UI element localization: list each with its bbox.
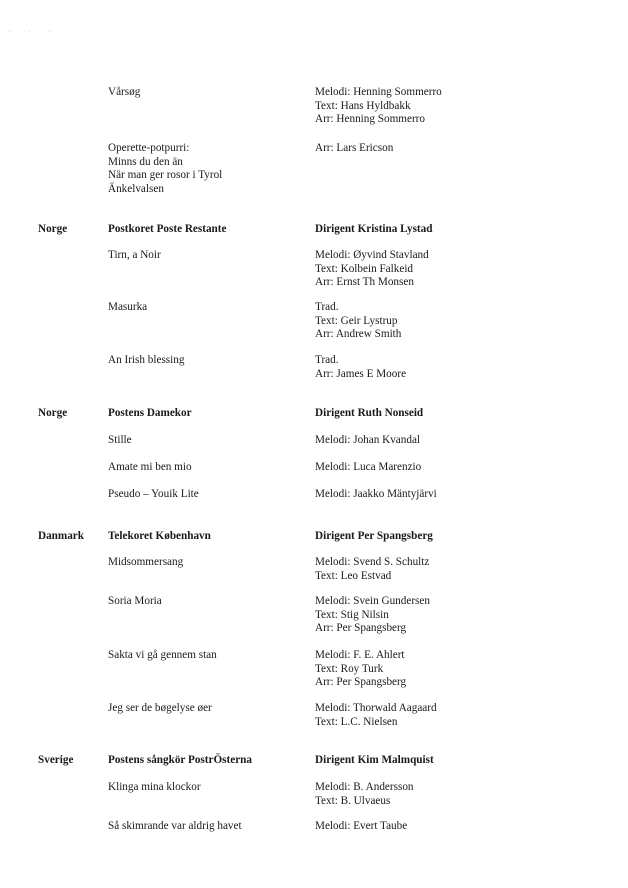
conductor bbox=[315, 223, 615, 237]
song-title bbox=[108, 556, 304, 570]
song-credits bbox=[315, 649, 615, 690]
song-title bbox=[108, 595, 304, 609]
song-title bbox=[108, 142, 304, 196]
country-label: Sverige bbox=[38, 754, 74, 766]
credit-line: Melodi: Svend S. Schultz bbox=[315, 556, 430, 568]
title-line: Jeg ser de bøgelyse øer bbox=[108, 702, 212, 714]
title-line: Soria Moria bbox=[108, 595, 162, 607]
credit-line: Melodi: F. E. Ahlert bbox=[315, 649, 405, 661]
song-title bbox=[108, 86, 304, 100]
country-label: Norge bbox=[38, 223, 68, 235]
credit-line: Arr: Per Spangsberg bbox=[315, 622, 407, 635]
song-credits bbox=[315, 702, 615, 729]
credit-line: Text: Roy Turk bbox=[315, 662, 384, 675]
credit-line: Melodi: B. Andersson bbox=[315, 781, 414, 793]
conductor bbox=[315, 407, 615, 421]
credit-line: Text: Stig Nilsin bbox=[315, 608, 389, 621]
song-title bbox=[108, 354, 304, 368]
song-credits bbox=[315, 301, 615, 342]
song-credits bbox=[315, 86, 615, 127]
title-line: Minns du den än bbox=[108, 155, 183, 168]
title-line: Operette-potpurri: bbox=[108, 142, 190, 154]
title-line: Telekoret København bbox=[108, 530, 211, 542]
country-label: Norge bbox=[38, 407, 68, 419]
song-credits bbox=[315, 820, 615, 834]
credit-line: Dirigent Kristina Lystad bbox=[315, 223, 433, 235]
title-line: Postens Damekor bbox=[108, 407, 192, 419]
song-credits bbox=[315, 461, 615, 475]
credit-line: Text: Hans Hyldbakk bbox=[315, 99, 411, 112]
credit-line: Arr: Ernst Th Monsen bbox=[315, 276, 414, 289]
song-credits bbox=[315, 488, 615, 502]
credit-line: Trad. bbox=[315, 354, 339, 366]
title-line: An Irish blessing bbox=[108, 354, 185, 366]
credit-line: Arr: Per Spangsberg bbox=[315, 676, 407, 689]
credit-line: Melodi: Svein Gundersen bbox=[315, 595, 430, 607]
song-title bbox=[108, 781, 304, 795]
song-credits bbox=[315, 249, 615, 290]
title-line: Änkelvalsen bbox=[108, 182, 164, 195]
credit-line: Arr: James E Moore bbox=[315, 367, 407, 380]
song-credits bbox=[315, 781, 615, 808]
credit-line: Melodi: Henning Sommerro bbox=[315, 86, 442, 98]
credit-line: Text: Leo Estvad bbox=[315, 569, 392, 582]
title-line: Tirn, a Noir bbox=[108, 249, 161, 261]
song-title bbox=[108, 249, 304, 263]
song-credits bbox=[315, 142, 615, 156]
credit-line: Arr: Andrew Smith bbox=[315, 328, 402, 341]
song-credits bbox=[315, 595, 615, 636]
song-title bbox=[108, 434, 304, 448]
song-credits bbox=[315, 556, 615, 583]
song-title bbox=[108, 461, 304, 475]
title-line: Stille bbox=[108, 434, 132, 446]
title-line: Pseudo – Youik Lite bbox=[108, 488, 199, 500]
song-credits bbox=[315, 434, 615, 448]
credit-line: Arr: Henning Sommerro bbox=[315, 113, 425, 126]
credit-line: Melodi: Thorwald Aagaard bbox=[315, 702, 437, 714]
title-line: Midsommersang bbox=[108, 556, 184, 568]
credit-line: Text: Geir Lystrup bbox=[315, 314, 398, 327]
title-line: Så skimrande var aldrig havet bbox=[108, 820, 242, 832]
title-line: När man ger rosor i Tyrol bbox=[108, 169, 223, 182]
title-line: Amate mi ben mio bbox=[108, 461, 192, 473]
credit-line: Melodi: Evert Taube bbox=[315, 820, 408, 832]
credit-line: Melodi: Luca Marenzio bbox=[315, 461, 422, 473]
credit-line: Dirigent Kim Malmquist bbox=[315, 754, 434, 766]
title-line: Sakta vi gå gennem stan bbox=[108, 649, 217, 661]
conductor bbox=[315, 754, 615, 768]
credit-line: Dirigent Ruth Nonseid bbox=[315, 407, 424, 419]
scan-specks: · · · bbox=[8, 28, 59, 36]
credit-line: Text: L.C. Nielsen bbox=[315, 715, 398, 728]
credit-line: Trad. bbox=[315, 301, 339, 313]
credit-line: Melodi: Jaakko Mäntyjärvi bbox=[315, 488, 437, 500]
credit-line: Arr: Lars Ericson bbox=[315, 142, 394, 154]
song-credits bbox=[315, 354, 615, 381]
song-title bbox=[108, 488, 304, 502]
choir-name bbox=[108, 223, 304, 237]
title-line: Masurka bbox=[108, 301, 148, 313]
credit-line: Text: B. Ulvaeus bbox=[315, 794, 391, 807]
song-title bbox=[108, 301, 304, 315]
credit-line: Melodi: Øyvind Stavland bbox=[315, 249, 429, 261]
country-label: Danmark bbox=[38, 530, 84, 542]
choir-name bbox=[108, 530, 304, 544]
title-line: Postens sångkör PostrÖsterna bbox=[108, 754, 252, 766]
title-line: Klinga mina klockor bbox=[108, 781, 201, 793]
conductor bbox=[315, 530, 615, 544]
choir-name bbox=[108, 754, 304, 768]
title-line: Postkoret Poste Restante bbox=[108, 223, 227, 235]
credit-line: Melodi: Johan Kvandal bbox=[315, 434, 421, 446]
song-title bbox=[108, 649, 304, 663]
title-line: Vårsøg bbox=[108, 86, 141, 98]
song-title bbox=[108, 702, 304, 716]
credit-line: Text: Kolbein Falkeid bbox=[315, 262, 414, 275]
credit-line: Dirigent Per Spangsberg bbox=[315, 530, 433, 542]
choir-name bbox=[108, 407, 304, 421]
song-title bbox=[108, 820, 304, 834]
